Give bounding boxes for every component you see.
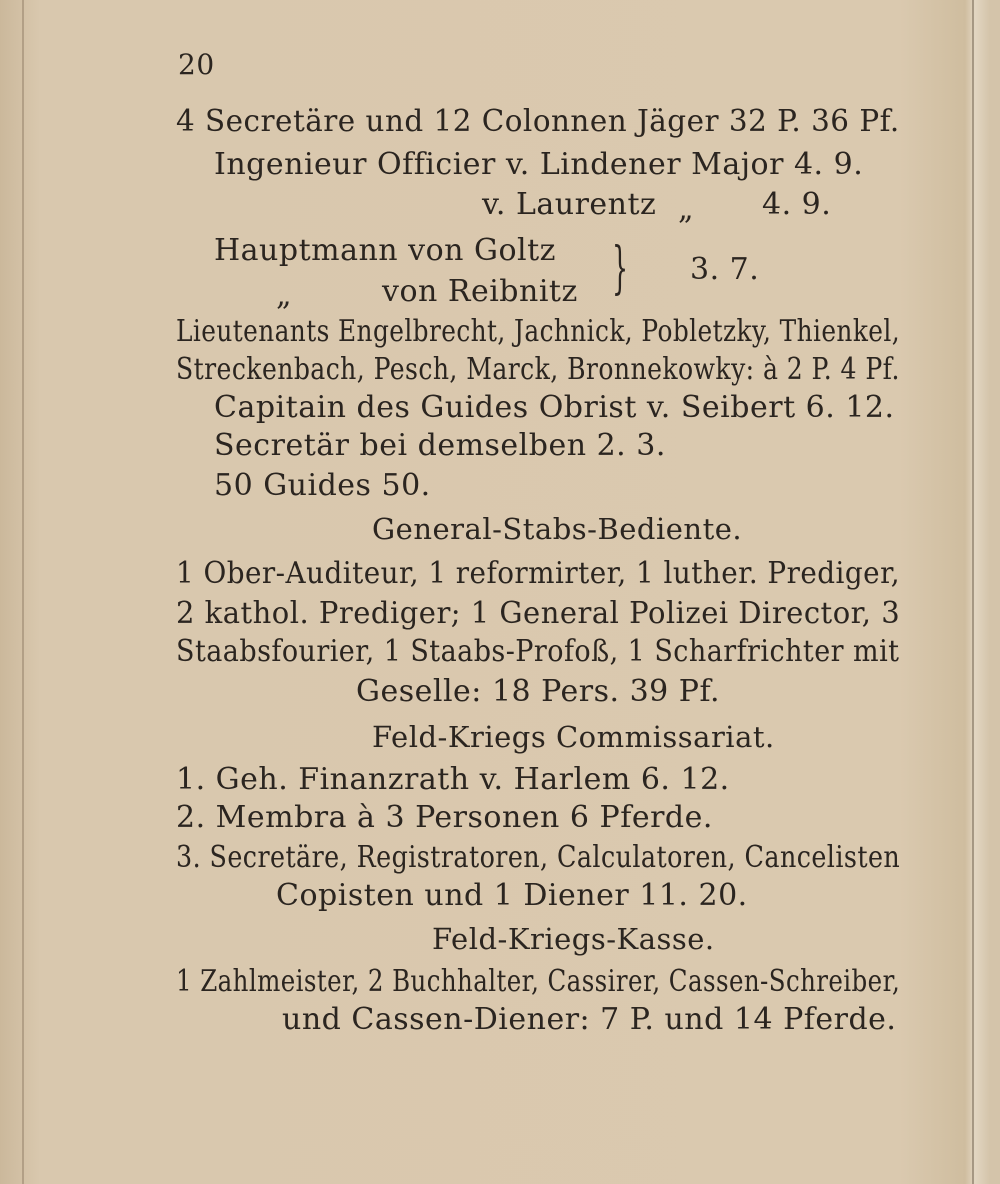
text-line-8: Capitain des Guides Obrist v. Seibert 6. 12. [214,390,895,425]
text-line-1: 4 Secretäre und 12 Colonnen Jäger 32 P. 36 Pf. [176,104,900,139]
page-number: 20 [178,48,215,81]
text-line-19: 1 Zahlmeister, 2 Buchhalter, Cassirer, Cassen-Schreiber, [176,964,901,999]
heading-general-stabs: General-Stabs-Bediente. [372,512,743,546]
ditto-mark-2: „ [276,278,293,313]
text-line-4: Hauptmann von Goltz [214,233,556,268]
brace: } [612,236,629,301]
ditto-mark-1: „ [678,192,695,227]
text-line-7: Streckenbach, Pesch, Marck, Bronnekowky: à 2 P. 4 Pf. [176,352,900,387]
text-line-5: von Reibnitz [382,274,578,309]
heading-feld-kriegs-kasse: Feld-Kriegs-Kasse. [432,922,715,956]
text-line-14: Geselle: 18 Pers. 39 Pf. [356,674,721,709]
text-line-11: 1 Ober-Auditeur, 1 reformirter, 1 luther. Prediger, [176,556,901,591]
page-edge [972,0,974,1184]
text-line-15: 1. Geh. Finanzrath v. Harlem 6. 12. [176,762,730,797]
text-line-4-value: 3. 7. [690,252,760,287]
heading-feld-kriegs-commissariat: Feld-Kriegs Commissariat. [372,720,775,754]
page-gutter [22,0,24,1184]
text-line-13: Staabsfourier, 1 Staabs-Profoß, 1 Scharfrichter mit [176,634,900,669]
text-line-9: Secretär bei demselben 2. 3. [214,428,666,463]
text-line-10: 50 Guides 50. [214,468,431,503]
text-line-2: Ingenieur Officier v. Lindener Major 4. 9. [214,147,864,182]
text-line-12: 2 kathol. Prediger; 1 General Polizei Director, 3 [176,596,901,631]
text-line-3-name: v. Laurentz [482,187,657,222]
text-line-18: Copisten und 1 Diener 11. 20. [276,878,748,913]
text-line-3-value: 4. 9. [762,187,832,222]
text-line-16: 2. Membra à 3 Personen 6 Pferde. [176,800,713,835]
text-line-6: Lieutenants Engelbrecht, Jachnick, Pobletzky, Thienkel, [176,314,901,349]
text-line-20: und Cassen-Diener: 7 P. und 14 Pferde. [282,1002,897,1037]
text-line-17: 3. Secretäre, Registratoren, Calculatoren, Cancelisten [176,840,901,875]
